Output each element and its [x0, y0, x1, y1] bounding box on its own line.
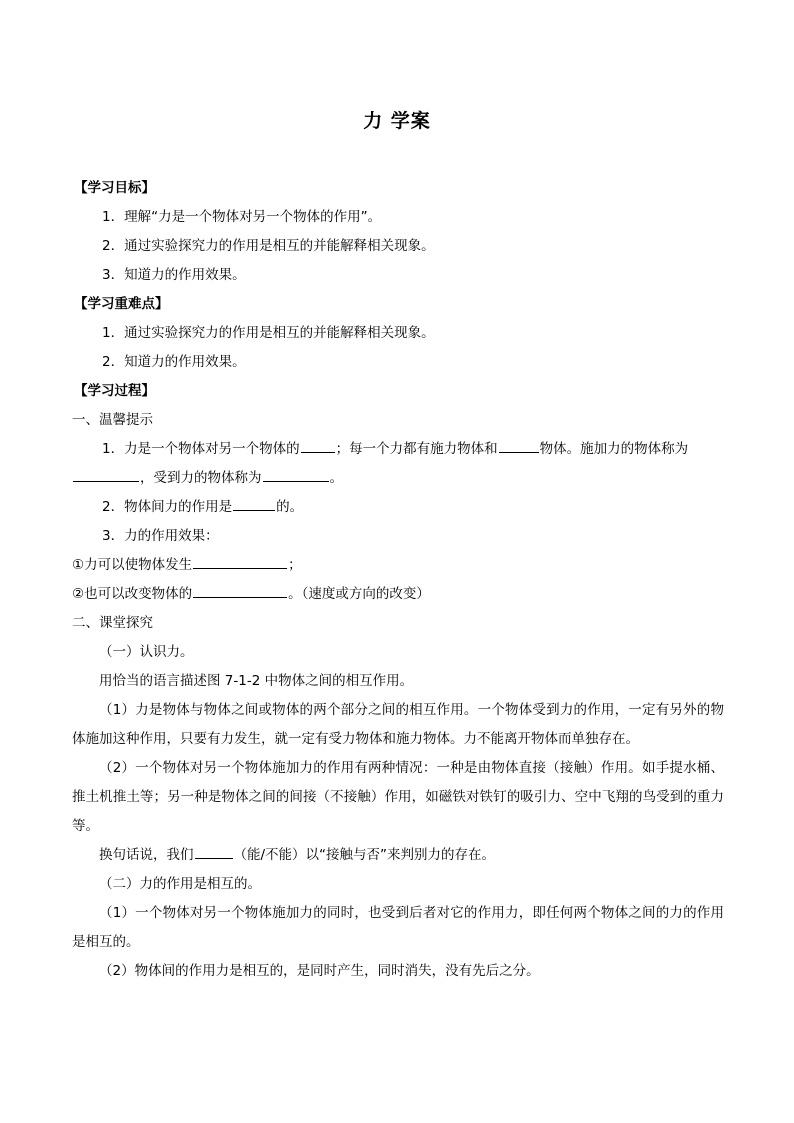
keys-heading: 【学习重难点】 — [74, 296, 169, 312]
q3a-text-b: ； — [288, 557, 302, 573]
fill-blank[interactable] — [301, 437, 335, 453]
question-1-line-2 — [72, 464, 724, 493]
q1-text-c: 物体。施加力的物体称为 — [539, 441, 689, 457]
goal-item: 3．知道力的作用效果。 — [102, 267, 246, 283]
q3b-text-a: ②也可以改变物体的 — [72, 586, 193, 602]
q2-text-b: 的。 — [276, 499, 304, 515]
section2-heading: 二、课堂探究 — [72, 615, 153, 631]
fill-blank[interactable] — [193, 582, 287, 598]
process-heading: 【学习过程】 — [74, 383, 155, 399]
q3a-text-a: ①力可以使物体发生 — [72, 557, 193, 573]
question-3a — [72, 551, 724, 580]
paragraph-4: （1）一个物体对另一个物体施加力的同时，也受到后者对它的作用力，即任何两个物体之间的力的作用是相互的。 — [72, 905, 724, 950]
key-item: 2．知道力的作用效果。 — [102, 354, 246, 370]
q1-text-b: ；每一个力都有施力物体和 — [335, 441, 498, 457]
q3b-text-b: 。（速度或方向的改变） — [288, 586, 430, 602]
subsection-2-heading: （二）力的作用是相互的。 — [99, 876, 261, 892]
paragraph-5: （2）物体间的作用力是相互的，是同时产生，同时消失，没有先后之分。 — [99, 963, 540, 979]
p3-text-b: （能/不能）以“接触与否”来判别力的存在。 — [233, 847, 496, 863]
fill-blank[interactable] — [263, 466, 329, 482]
fill-blank[interactable] — [499, 437, 539, 453]
question-2 — [72, 493, 724, 522]
subsection-1-desc: 用恰当的语言描述图 7-1-2 中物体之间的相互作用。 — [99, 673, 414, 689]
subsection-1-heading: （一）认识力。 — [99, 644, 194, 660]
q1-text-e: 。 — [329, 470, 343, 486]
key-item: 1．通过实验探究力的作用是相互的并能解释相关现象。 — [102, 325, 435, 341]
p3-text-a: 换句话说，我们 — [99, 847, 194, 863]
question-3: 3．力的作用效果： — [102, 528, 219, 544]
goal-item: 1．理解“力是一个物体对另一个物体的作用”。 — [102, 209, 382, 225]
page-title: 力 学案 — [363, 110, 431, 132]
paragraph-1: （1）力是物体与物体之间或物体的两个部分之间的相互作用。一个物体受到力的作用，一定有另外的物体施加这种作用，只要有力发生，就一定有受力物体和施力物体。力不能离开物体而单独存在。 — [72, 702, 724, 747]
paragraph-2: （2）一个物体对另一个物体施加力的作用有两种情况：一种是由物体直接（接触）作用。如手提水桶、推土机推土等；另一种是物体之间的间接（不接触）作用，如磁铁对铁钉的吸引力、空中飞翔的鸟受到的重力等。 — [72, 760, 724, 834]
question-1-line-1 — [72, 435, 724, 464]
paragraph-3 — [72, 841, 724, 870]
goals-heading: 【学习目标】 — [74, 180, 155, 196]
section1-heading: 一、温馨提示 — [72, 412, 153, 428]
question-3b — [72, 580, 724, 609]
fill-blank[interactable] — [195, 843, 233, 859]
q1-text-a: 1．力是一个物体对另一个物体的 — [102, 441, 300, 457]
document-body — [72, 174, 724, 986]
q2-text-a: 2．物体间力的作用是 — [102, 499, 233, 515]
fill-blank[interactable] — [233, 495, 275, 511]
fill-blank[interactable] — [193, 553, 287, 569]
goal-item: 2．通过实验探究力的作用是相互的并能解释相关现象。 — [102, 238, 435, 254]
q1-text-d: ，受到力的物体称为 — [140, 470, 262, 486]
fill-blank[interactable] — [73, 466, 139, 482]
